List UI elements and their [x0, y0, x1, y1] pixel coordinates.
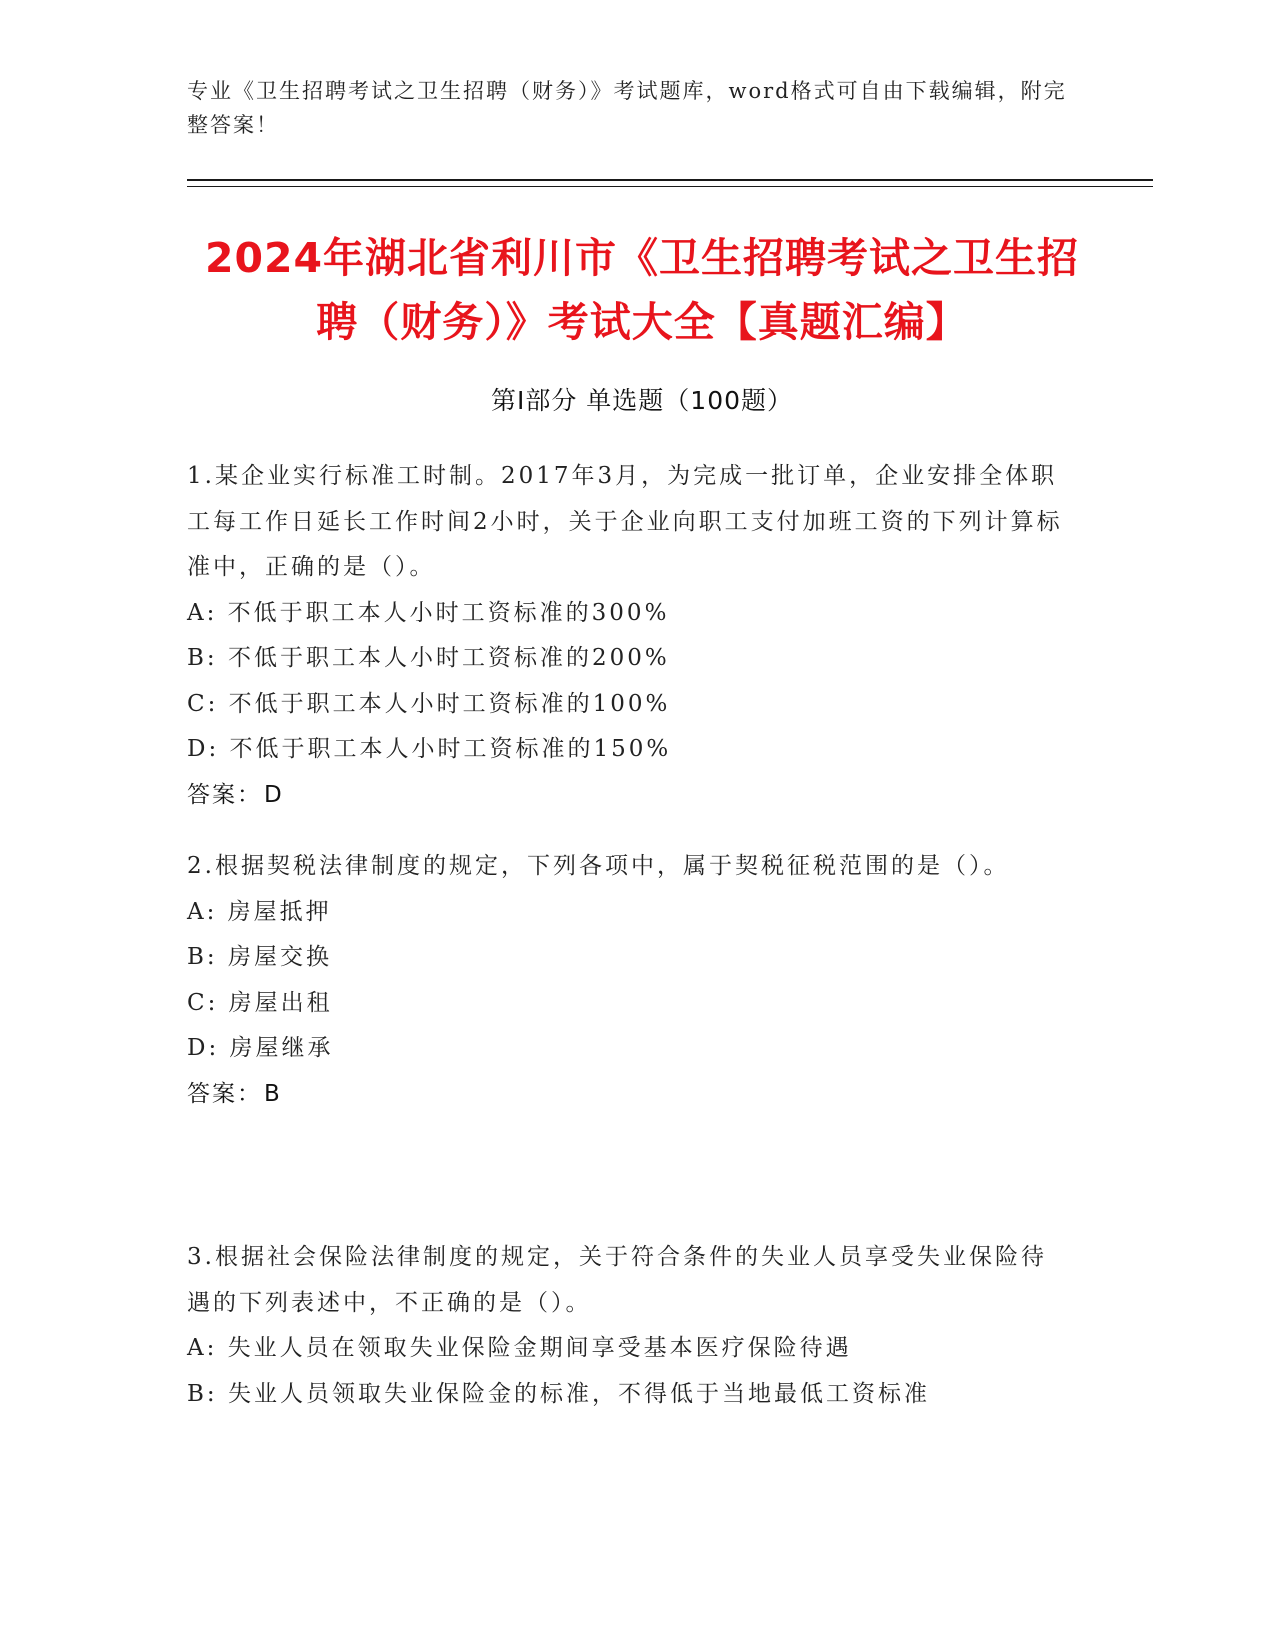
- question-2: [187, 844, 1067, 1117]
- option-a: A: 房屋抵押: [187, 898, 332, 925]
- option-b: B: 失业人员领取失业保险金的标准，不得低于当地最低工资标准: [187, 1380, 930, 1407]
- option-c: C: 房屋出租: [187, 989, 333, 1016]
- question-stem: 2.根据契税法律制度的规定，下列各项中，属于契税征税范围的是（）。: [187, 853, 1010, 879]
- option-c: C: 不低于职工本人小时工资标准的100%: [187, 690, 671, 717]
- question-3: [187, 1235, 1067, 1417]
- question-1: [187, 454, 1067, 818]
- option-b: B: 不低于职工本人小时工资标准的200%: [187, 645, 670, 671]
- answer-label: 答案：: [187, 1080, 262, 1107]
- header-divider-thick: [187, 179, 1153, 181]
- answer-label: 答案：: [187, 781, 262, 808]
- question-stem: 3.根据社会保险法律制度的规定，关于符合条件的失业人员享受失业保险待遇的下列表述中，不正确的是（）。: [187, 1244, 1047, 1316]
- answer-line: [187, 773, 1067, 819]
- answer-value: D: [264, 781, 284, 808]
- option-b: B: 房屋交换: [187, 944, 332, 970]
- header-divider-thin: [187, 186, 1153, 187]
- question-stem: 1.某企业实行标准工时制。2017年3月，为完成一批订单，企业安排全体职工每工作日延长工作时间2小时，关于企业向职工支付加班工资的下列计算标准中，正确的是（）。: [187, 463, 1063, 580]
- answer-value: B: [264, 1080, 282, 1107]
- section-title: 第I部分 单选题（100题）: [490, 386, 794, 415]
- document-header-note: 专业《卫生招聘考试之卫生招聘（财务）》考试题库，word格式可自由下载编辑，附完整答案！: [187, 79, 1067, 137]
- answer-line: [187, 1072, 1067, 1118]
- document-title: 2024年湖北省利川市《卫生招聘考试之卫生招聘（财务）》考试大全【真题汇编】: [204, 234, 1080, 346]
- option-a: A: 失业人员在领取失业保险金期间享受基本医疗保险待遇: [187, 1335, 852, 1361]
- option-d: D: 房屋继承: [187, 1035, 334, 1061]
- option-d: D: 不低于职工本人小时工资标准的150%: [187, 736, 672, 762]
- option-a: A: 不低于职工本人小时工资标准的300%: [187, 599, 670, 626]
